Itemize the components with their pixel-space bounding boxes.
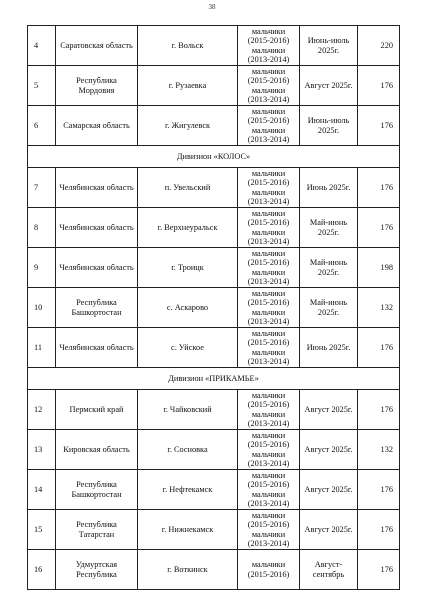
city-cell: г. Вольск xyxy=(138,26,238,66)
row-number: 15 xyxy=(28,510,56,550)
row-number: 8 xyxy=(28,208,56,248)
row-number: 13 xyxy=(28,430,56,470)
region-cell: Пермский край xyxy=(56,390,138,430)
participants-count: 220 xyxy=(358,26,400,66)
participants-count: 132 xyxy=(358,430,400,470)
dates-cell: Август 2025г. xyxy=(300,430,358,470)
age-group-line: мальчики xyxy=(251,307,286,317)
age-group-line: мальчики xyxy=(251,328,286,338)
schedule-table xyxy=(27,25,400,590)
row-number: 14 xyxy=(28,470,56,510)
row-number: 4 xyxy=(28,26,56,66)
participants-count: 176 xyxy=(358,550,400,590)
age-group-line: мальчики xyxy=(251,168,286,178)
region-cell: Республика Башкортостан xyxy=(56,288,138,328)
city-cell: г. Жигулевск xyxy=(138,106,238,146)
age-group-line: мальчики xyxy=(251,85,286,95)
age-group-line: (2015-2016) xyxy=(247,569,290,579)
dates-cell: Август 2025г. xyxy=(300,66,358,106)
age-group-line: (2015-2016) xyxy=(247,520,290,529)
dates-cell: Июнь 2025г. xyxy=(300,328,358,368)
dates-cell: Август 2025г. xyxy=(300,510,358,550)
division-title: Дивизион «ПРИКАМЬЕ» xyxy=(28,368,400,390)
age-groups-cell xyxy=(238,248,300,288)
dates-cell: Июнь-июль 2025г. xyxy=(300,106,358,146)
region-cell: Удмуртская Республика xyxy=(56,550,138,590)
city-cell: п. Увельский xyxy=(138,168,238,208)
region-cell: Челябинская область xyxy=(56,248,138,288)
dates-cell: Август-сентябрь xyxy=(300,550,358,590)
region-cell: Республика Башкортостан xyxy=(56,470,138,510)
age-groups-cell xyxy=(238,288,300,328)
age-group-line: (2015-2016) xyxy=(247,258,290,267)
region-cell: Кировская область xyxy=(56,430,138,470)
dates-cell: Июнь-июль 2025г. xyxy=(300,26,358,66)
age-group-line: мальчики xyxy=(251,510,286,520)
city-cell: г. Рузаевка xyxy=(138,66,238,106)
age-groups-cell xyxy=(238,510,300,550)
table-row xyxy=(28,390,400,430)
city-cell: г. Троицк xyxy=(138,248,238,288)
participants-count: 176 xyxy=(358,168,400,208)
row-number: 6 xyxy=(28,106,56,146)
city-cell: г. Верхнеуральск xyxy=(138,208,238,248)
row-number: 16 xyxy=(28,550,56,590)
age-groups-cell xyxy=(238,66,300,106)
row-number: 12 xyxy=(28,390,56,430)
city-cell: г. Воткинск xyxy=(138,550,238,590)
age-group-line: мальчики xyxy=(251,430,286,440)
table-row xyxy=(28,26,400,66)
age-group-line: (2015-2016) xyxy=(247,36,290,45)
table-row xyxy=(28,510,400,550)
participants-count: 176 xyxy=(358,328,400,368)
participants-count: 176 xyxy=(358,208,400,248)
age-group-line: мальчики xyxy=(251,529,286,539)
age-group-line: мальчики xyxy=(251,45,286,55)
age-group-line: (2013-2014) xyxy=(247,419,290,428)
age-group-line: мальчики xyxy=(251,26,286,36)
age-group-line: мальчики xyxy=(251,560,286,569)
table-row xyxy=(28,168,400,208)
division-row xyxy=(28,368,400,390)
region-cell: Челябинская область xyxy=(56,208,138,248)
participants-count: 176 xyxy=(358,470,400,510)
age-group-line: (2015-2016) xyxy=(247,116,290,125)
region-cell: Челябинская область xyxy=(56,328,138,368)
city-cell: г. Сосновка xyxy=(138,430,238,470)
table-row xyxy=(28,288,400,328)
age-groups-cell xyxy=(238,430,300,470)
age-group-line: (2015-2016) xyxy=(247,338,290,347)
age-group-line: мальчики xyxy=(251,449,286,459)
participants-count: 198 xyxy=(358,248,400,288)
row-number: 5 xyxy=(28,66,56,106)
age-group-line: (2015-2016) xyxy=(247,178,290,187)
age-group-line: (2015-2016) xyxy=(247,298,290,307)
age-groups-cell xyxy=(238,106,300,146)
table-row xyxy=(28,470,400,510)
region-cell: Республика Мордовия xyxy=(56,66,138,106)
region-cell: Саратовская область xyxy=(56,26,138,66)
age-group-line: (2013-2014) xyxy=(247,197,290,206)
page-number: 38 xyxy=(208,3,216,11)
age-group-line: мальчики xyxy=(251,489,286,499)
age-group-line: мальчики xyxy=(251,227,286,237)
age-groups-cell xyxy=(238,328,300,368)
age-group-line: (2013-2014) xyxy=(247,499,290,508)
age-group-line: (2015-2016) xyxy=(247,76,290,85)
row-number: 7 xyxy=(28,168,56,208)
age-group-line: мальчики xyxy=(251,390,286,400)
participants-count: 132 xyxy=(358,288,400,328)
dates-cell: Август 2025г. xyxy=(300,470,358,510)
dates-cell: Май-июнь 2025г. xyxy=(300,208,358,248)
city-cell: г. Чайковский xyxy=(138,390,238,430)
age-group-line: мальчики xyxy=(251,125,286,135)
age-group-line: мальчики xyxy=(251,409,286,419)
dates-cell: Август 2025г. xyxy=(300,390,358,430)
age-group-line: (2015-2016) xyxy=(247,218,290,227)
age-group-line: (2013-2014) xyxy=(247,277,290,286)
age-group-line: (2013-2014) xyxy=(247,539,290,548)
participants-count: 176 xyxy=(358,106,400,146)
age-group-line: мальчики xyxy=(251,248,286,258)
age-group-line: (2015-2016) xyxy=(247,440,290,449)
division-row xyxy=(28,146,400,168)
table-row xyxy=(28,66,400,106)
age-groups-cell xyxy=(238,26,300,66)
age-groups-cell xyxy=(238,550,300,590)
region-cell: Самарская область xyxy=(56,106,138,146)
dates-cell: Май-июнь 2025г. xyxy=(300,288,358,328)
age-groups-cell xyxy=(238,208,300,248)
age-group-line: (2013-2014) xyxy=(247,317,290,326)
row-number: 10 xyxy=(28,288,56,328)
region-cell: Челябинская область xyxy=(56,168,138,208)
city-cell: г. Нефтекамск xyxy=(138,470,238,510)
table-row xyxy=(28,208,400,248)
age-group-line: мальчики xyxy=(251,106,286,116)
age-group-line: мальчики xyxy=(251,267,286,277)
age-group-line: (2013-2014) xyxy=(247,95,290,104)
city-cell: с. Аскарово xyxy=(138,288,238,328)
age-group-line: (2013-2014) xyxy=(247,55,290,64)
city-cell: г. Нижнекамск xyxy=(138,510,238,550)
age-group-line: мальчики xyxy=(251,187,286,197)
table-row xyxy=(28,248,400,288)
region-cell: Республика Татарстан xyxy=(56,510,138,550)
age-groups-cell xyxy=(238,470,300,510)
table-row xyxy=(28,106,400,146)
age-groups-cell xyxy=(238,168,300,208)
dates-cell: Май-июнь 2025г. xyxy=(300,248,358,288)
row-number: 9 xyxy=(28,248,56,288)
age-group-line: (2015-2016) xyxy=(247,400,290,409)
age-group-line: мальчики xyxy=(251,66,286,76)
age-group-line: мальчики xyxy=(251,470,286,480)
participants-count: 176 xyxy=(358,510,400,550)
age-group-line: (2013-2014) xyxy=(247,459,290,468)
row-number: 11 xyxy=(28,328,56,368)
age-group-line: мальчики xyxy=(251,208,286,218)
table-row xyxy=(28,430,400,470)
age-group-line: (2015-2016) xyxy=(247,480,290,489)
participants-count: 176 xyxy=(358,390,400,430)
division-title: Дивизион «КОЛОС» xyxy=(28,146,400,168)
city-cell: с. Уйское xyxy=(138,328,238,368)
age-group-line: (2013-2014) xyxy=(247,237,290,246)
age-group-line: мальчики xyxy=(251,347,286,357)
dates-cell: Июнь 2025г. xyxy=(300,168,358,208)
age-group-line: (2013-2014) xyxy=(247,135,290,144)
table-row xyxy=(28,328,400,368)
age-group-line: (2013-2014) xyxy=(247,357,290,366)
age-group-line: мальчики xyxy=(251,288,286,298)
participants-count: 176 xyxy=(358,66,400,106)
age-groups-cell xyxy=(238,390,300,430)
table-row xyxy=(28,550,400,590)
